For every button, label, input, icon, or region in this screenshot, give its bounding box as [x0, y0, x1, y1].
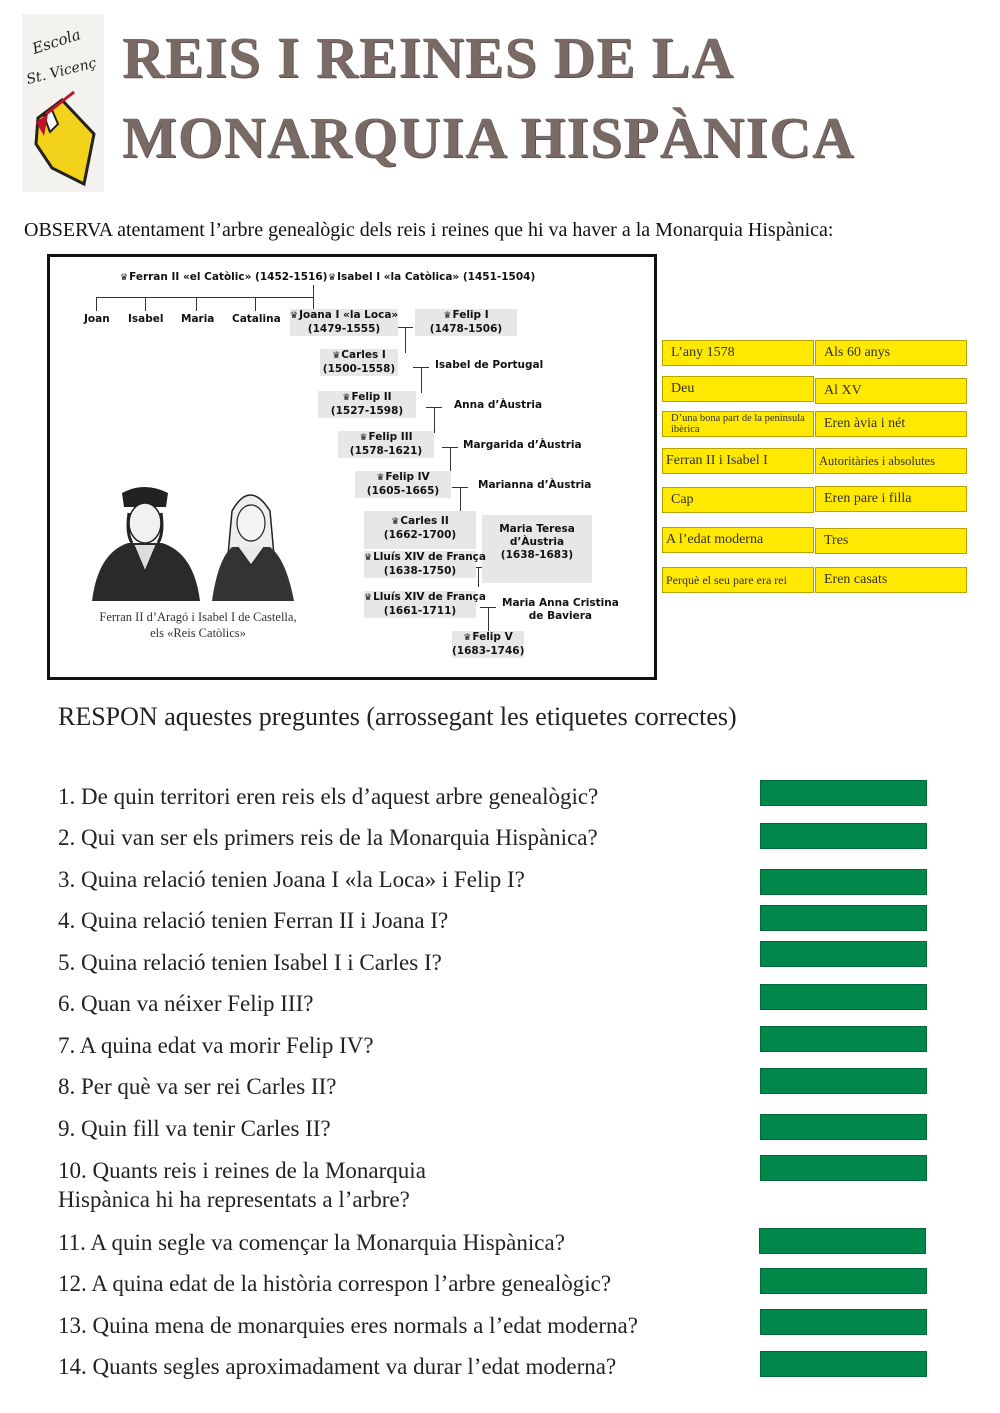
school-logo	[22, 14, 104, 192]
question-9: 9. Quin fill va tenir Carles II?	[58, 1116, 331, 1141]
answer-label[interactable]: Eren casats	[815, 567, 967, 593]
answer-label[interactable]: Als 60 anys	[815, 340, 967, 366]
question-14: 14. Quants segles aproximadament va durar l’edat moderna?	[58, 1354, 617, 1379]
question-4: 4. Quina relació tenien Ferran II i Joana I?	[58, 908, 449, 933]
answer-drop-zone[interactable]	[759, 1228, 926, 1254]
answer-drop-zone[interactable]	[760, 1351, 927, 1377]
answer-label[interactable]: Cap	[662, 487, 814, 513]
tree-node-child: Maria	[181, 313, 215, 325]
answer-drop-zone[interactable]	[760, 1114, 927, 1140]
question-3: 3. Quina relació tenien Joana I «la Loca» i Felip I?	[58, 867, 525, 892]
tree-node-anna: Anna d’Àustria	[454, 399, 543, 411]
tree-node-marianna: Marianna d’Àustria	[478, 479, 592, 491]
tree-node-maria-teresa: Maria Teresa d’Àustria (1638-1683)	[482, 515, 592, 583]
question-5: 5. Quina relació tenien Isabel I i Carles I?	[58, 950, 442, 975]
tree-node-felip5: ♛Felip V (1683-1746)	[452, 631, 525, 657]
question-2: 2. Qui van ser els primers reis de la Monarquia Hispànica?	[58, 825, 598, 850]
answer-label[interactable]: Eren pare i filla	[815, 486, 967, 512]
tree-node-lluis-dalfi: ♛Lluís XIV de França (1661-1711)	[364, 591, 486, 617]
tree-node-child: Catalina	[232, 313, 281, 325]
answer-drop-zone[interactable]	[760, 1068, 927, 1094]
question-1: 1. De quin territori eren reis els d’aquest arbre genealògic?	[58, 784, 599, 809]
answer-label[interactable]: Perquè el seu pare era rei	[662, 567, 814, 593]
family-tree-image	[47, 254, 657, 680]
tree-node-ferran: ♛Ferran II «el Catòlic» (1452-1516)	[120, 271, 328, 283]
answer-label[interactable]: L’any 1578	[662, 340, 814, 366]
tree-node-joana: ♛Joana I «la Loca» (1479-1555)	[290, 309, 399, 335]
answer-label[interactable]: Autoritàries i absolutes	[815, 448, 967, 474]
question-10-line2: Hispànica hi ha representats a l’arbre?	[58, 1187, 410, 1212]
tree-node-felip2: ♛Felip II (1527-1598)	[318, 391, 416, 418]
portrait-caption: Ferran II d’Aragó i Isabel I de Castella, els «Reis Catòlics»	[99, 610, 297, 640]
tree-node-lluis14: ♛Lluís XIV de França (1638-1750)	[364, 551, 486, 577]
question-11: 11. A quin segle va començar la Monarquia Hispànica?	[58, 1230, 565, 1255]
answer-label[interactable]: Al XV	[815, 378, 967, 404]
respon-heading: RESPON aquestes preguntes (arrossegant les etiquetes correctes)	[58, 702, 737, 731]
tree-node-margarida: Margarida d’Àustria	[463, 439, 582, 451]
answer-label[interactable]: Ferran II i Isabel I	[662, 448, 814, 474]
question-6: 6. Quan va néixer Felip III?	[58, 991, 314, 1016]
question-8: 8. Per què va ser rei Carles II?	[58, 1074, 337, 1099]
tree-node-maria-anna: Maria Anna Cristina de Baviera	[502, 597, 619, 622]
answer-drop-zone[interactable]	[760, 1268, 927, 1294]
question-13: 13. Quina mena de monarquies eres normals a l’edat moderna?	[58, 1313, 638, 1338]
instruction-text: OBSERVA atentament l’arbre genealògic dels reis i reines que hi va haver a la Monarquia Hispànica:	[24, 219, 834, 241]
answer-drop-zone[interactable]	[760, 823, 927, 849]
question-12: 12. A quina edat de la història correspon l’arbre genealògic?	[58, 1271, 612, 1296]
tree-node-carles2: ♛Carles II (1662-1700)	[364, 511, 476, 549]
tree-node-isabel-catolica: ♛Isabel I «la Catòlica» (1451-1504)	[328, 271, 536, 283]
answer-drop-zone[interactable]	[760, 869, 927, 895]
answer-drop-zone[interactable]	[760, 1309, 927, 1335]
page-title-line2: MONARQUIA HISPÀNICA	[122, 105, 855, 170]
tree-node-child: Isabel	[128, 313, 164, 325]
answer-drop-zone[interactable]	[760, 1155, 927, 1181]
answer-label[interactable]: D’una bona part de la península ibèrica	[662, 411, 814, 437]
question-7: 7. A quina edat va morir Felip IV?	[58, 1033, 374, 1058]
logo-text-line1: Escola	[29, 25, 83, 58]
answer-label[interactable]: A l’edat moderna	[662, 527, 814, 553]
logo-text-line2: St. Vicenç	[24, 55, 99, 89]
tree-node-child: Joan	[84, 313, 110, 325]
tree-node-felip1: ♛Felip I (1478-1506)	[415, 309, 517, 336]
answer-drop-zone[interactable]	[760, 984, 927, 1010]
question-10-line1: 10. Quants reis i reines de la Monarquia	[58, 1158, 426, 1183]
catholic-monarchs-portrait	[82, 483, 314, 601]
tree-node-felip3: ♛Felip III (1578-1621)	[338, 431, 434, 458]
tree-node-isabel-portugal: Isabel de Portugal	[435, 359, 544, 371]
answer-label[interactable]: Eren àvia i nét	[815, 411, 967, 437]
answer-drop-zone[interactable]	[760, 941, 927, 967]
page-title-line1: REIS I REINES DE LA	[122, 25, 735, 90]
answer-label[interactable]: Deu	[662, 376, 814, 402]
answer-label[interactable]: Tres	[815, 528, 967, 554]
answer-drop-zone[interactable]	[760, 780, 927, 806]
answer-drop-zone[interactable]	[760, 1026, 927, 1052]
answer-drop-zone[interactable]	[760, 905, 927, 931]
tree-node-felip4: ♛Felip IV (1605-1665)	[355, 471, 451, 498]
tree-node-carles1: ♛Carles I (1500-1558)	[320, 349, 398, 376]
